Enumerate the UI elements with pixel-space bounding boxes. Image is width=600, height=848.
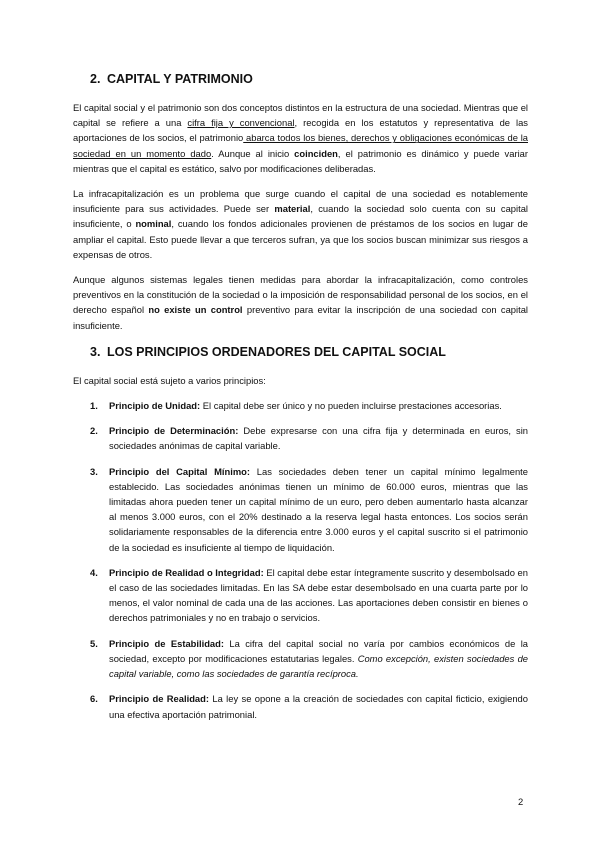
- italic-text: Como excepción, existen sociedades de capital variable, como las sociedades de garantía recíproca.: [109, 652, 528, 680]
- section-heading-capital-patrimonio: [90, 72, 528, 86]
- text: El capital social y el patrimonio son dos conceptos distintos en la estructura de una sociedad. Mientras que el capital se refiere a una: [73, 102, 528, 129]
- principle-text: El capital debe estar íntegramente suscrito y desembolsado en el caso de las sociedades limitadas. En las SA debe estar desembolsado en una cuarta parte por lo menos, el valor nominal de cada una de las acciones. Las aportaciones deben consistir en bienes o derechos patrimoniales y no en trabajo o servicios.: [109, 566, 528, 624]
- principles-intro: El capital social está sujeto a varios principios:: [73, 374, 266, 386]
- list-item: [73, 636, 528, 682]
- principle-text: El capital debe ser único y no pueden incluirse prestaciones accesorias.: [200, 400, 502, 412]
- principle-name: Principio de Unidad:: [109, 400, 201, 412]
- underlined-text: abarca todos los bienes, derechos y obligaciones económicas de la sociedad en un momento dado: [73, 132, 528, 159]
- list-item: [73, 691, 528, 721]
- list-item: [73, 423, 528, 453]
- text: , el patrimonio es dinámico y puede variar mientras que el capital es estático, salvo por modificaciones deliberadas.: [73, 147, 528, 174]
- principle-text: Debe expresarse con una cifra fija y determinada en euros, sin sociedades anónimas de capital variable.: [109, 425, 528, 452]
- list-item: [73, 565, 528, 626]
- paragraph-controles-preventivos: [73, 272, 528, 333]
- principle-text: La ley se opone a la creación de sociedades con capital ficticio, exigiendo una efectiva aportación patrimonial.: [109, 693, 528, 720]
- section-heading-principios: [90, 345, 528, 359]
- page-content: [73, 72, 528, 732]
- text: , recogida en los estatutos y representativa de las aportaciones de los socios, el patrimonio: [73, 117, 528, 144]
- page-number: 2: [518, 796, 524, 807]
- list-number: 5.: [90, 637, 98, 649]
- bold-text: no existe un control: [148, 304, 243, 316]
- paragraph-infracapitalizacion: [73, 186, 528, 262]
- bold-text: material: [274, 203, 311, 215]
- text: Aunque algunos sistemas legales tienen medidas para abordar la infracapitalización, como controles preventivos en la constitución de la sociedad o la imposición de responsabilidad personal de los socios, en el derecho español: [73, 274, 528, 316]
- text: , cuando la sociedad solo cuenta con su capital insuficiente, o: [73, 203, 528, 230]
- list-number: 6.: [90, 693, 98, 705]
- list-item: [73, 398, 528, 413]
- principle-name: Principio de Estabilidad:: [109, 637, 224, 649]
- text: La infracapitalización es un problema que surge cuando el capital de una sociedad es notablemente insuficiente para sus actividades. Puede ser: [73, 188, 528, 215]
- principle-text: Las sociedades deben tener un capital mínimo legalmente establecido. Las sociedades anónimas tienen un mínimo de 60.000 euros, mientras que las limitadas ahora pueden tener un capital mínimo de un euro, pero deben aumentarlo hasta alcanzar al menos 3.000 euros, con el 20% destinado a la reserva legal hasta entonces. Los socios serán solidariamente responsables de la diferencia entre 3.000 euros y el capital suscrito si el patrimonio de la sociedad es insuficiente al tiempo de liquidación.: [109, 465, 529, 553]
- underlined-text: cifra fija y convencional: [187, 117, 295, 129]
- principle-name: Principio de Realidad:: [109, 693, 209, 705]
- list-number: 1.: [90, 400, 98, 412]
- section-title: LOS PRINCIPIOS ORDENADORES DEL CAPITAL SOCIAL: [107, 344, 446, 359]
- section-number: 2.: [90, 72, 101, 86]
- section-title: CAPITAL Y PATRIMONIO: [107, 72, 253, 86]
- list-number: 4.: [90, 566, 98, 578]
- paragraph-capital-vs-patrimonio: [73, 100, 528, 176]
- list-number: 3.: [90, 465, 98, 477]
- list-number: 2.: [90, 425, 98, 437]
- text: , cuando los fondos adicionales provienen de préstamos de los socios en lugar de ampliar el capital. Esto puede llevar a que terceros sufran, ya que los socios buscan minimizar sus riesgos a expensas de otros.: [73, 218, 528, 260]
- principle-text: La cifra del capital social no varía por cambios económicos de la sociedad, excepto por modificaciones estatutarias legales.: [109, 637, 528, 664]
- bold-text: coinciden: [294, 147, 338, 159]
- principles-list: [73, 398, 528, 722]
- principle-name: Principio de Determinación:: [109, 425, 239, 437]
- list-item: [73, 464, 528, 555]
- text: preventivo para evitar la inscripción de una sociedad con capital insuficiente.: [73, 304, 528, 331]
- bold-text: nominal: [135, 218, 172, 230]
- text: . Aunque al inicio: [211, 147, 295, 159]
- principle-name: Principio del Capital Mínimo:: [109, 465, 251, 477]
- principle-name: Principio de Realidad o Integridad:: [109, 566, 264, 578]
- section-number: 3.: [90, 344, 101, 359]
